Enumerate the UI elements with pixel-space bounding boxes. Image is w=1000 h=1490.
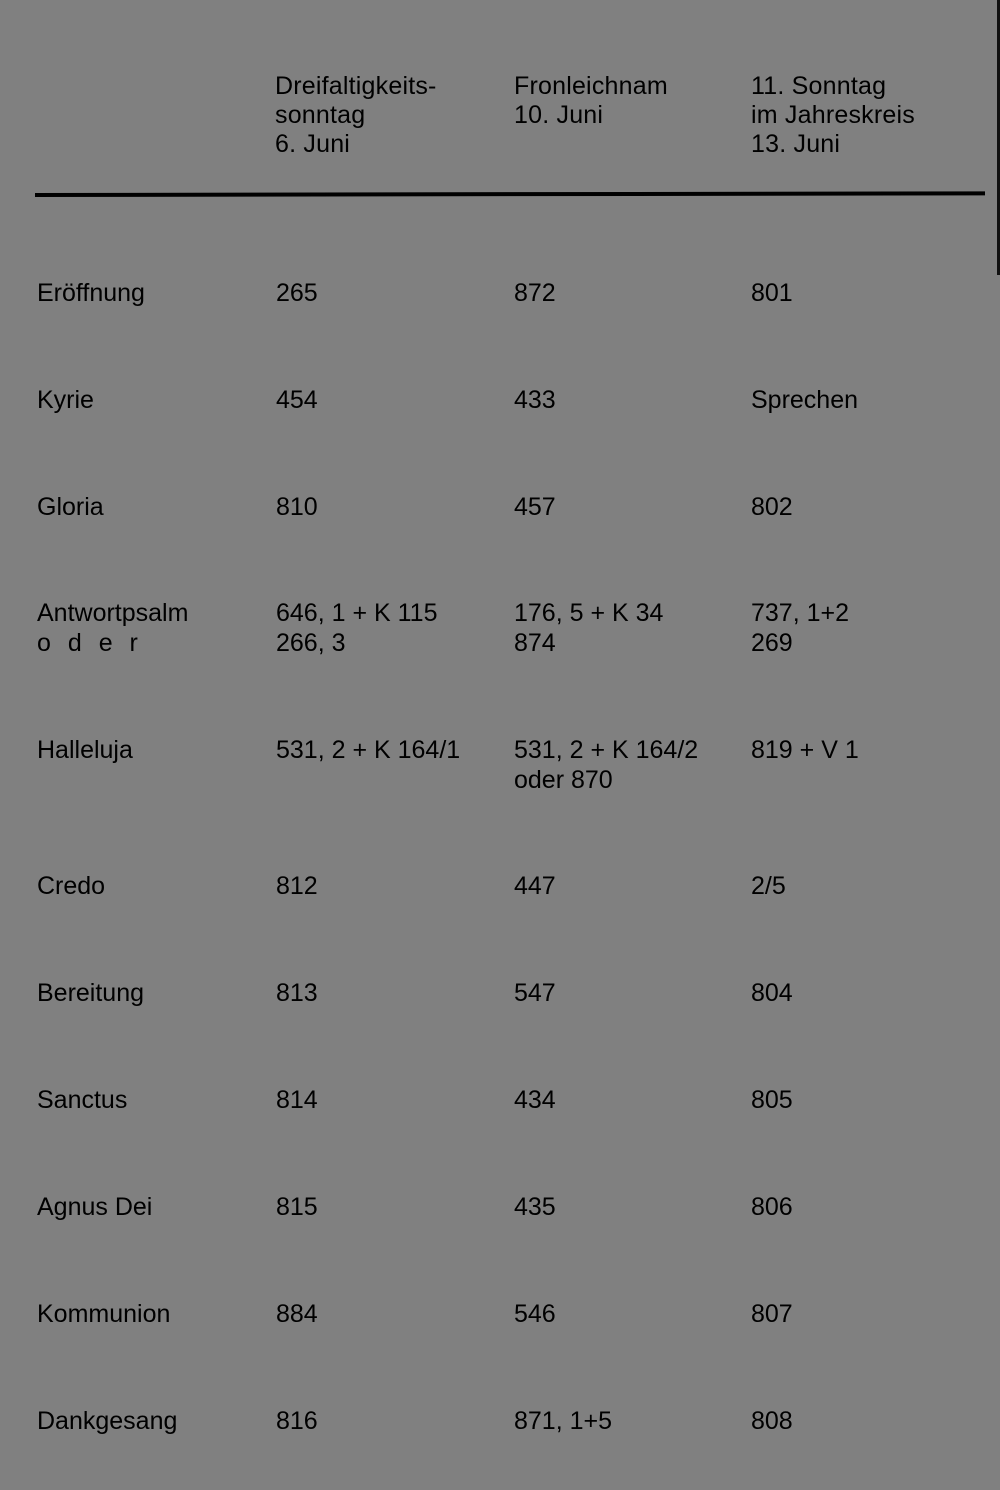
table-row (0, 385, 1000, 465)
cell-trinity: 810 (276, 493, 318, 521)
row-label: Kommunion (37, 1300, 171, 1328)
row-label: Agnus Dei (37, 1193, 153, 1221)
table-row (0, 1299, 1000, 1379)
table-row (0, 598, 1000, 678)
row-label: Halleluja (37, 736, 133, 764)
cell-11th-sunday: 2/5 (751, 872, 786, 900)
header-11th-sunday: 11. Sonntag im Jahreskreis 13. Juni (751, 72, 915, 158)
row-label: Gloria (37, 493, 104, 521)
cell-trinity: 814 (276, 1086, 318, 1114)
cell-11th-sunday: 804 (751, 979, 793, 1007)
cell-corpus-christi: 447 (514, 872, 556, 900)
cell-corpus-christi: 546 (514, 1300, 556, 1328)
cell-corpus-christi: 872 (514, 279, 556, 307)
cell-11th-sunday: 801 (751, 279, 793, 307)
cell-corpus-christi: 176, 5 + K 34 874 (514, 599, 664, 657)
cell-corpus-christi: 434 (514, 1086, 556, 1114)
cell-corpus-christi: 547 (514, 979, 556, 1007)
cell-trinity: 815 (276, 1193, 318, 1221)
row-label: Antwortpsalm (37, 599, 189, 627)
cell-trinity: 646, 1 + K 115 266, 3 (276, 599, 438, 657)
header-rule (35, 191, 985, 197)
table-row (0, 1192, 1000, 1272)
header-corpus-christi: Fronleichnam 10. Juni (514, 72, 668, 129)
cell-trinity: 813 (276, 979, 318, 1007)
cell-trinity: 884 (276, 1300, 318, 1328)
cell-11th-sunday: 807 (751, 1300, 793, 1328)
table-row (0, 871, 1000, 951)
cell-corpus-christi: 435 (514, 1193, 556, 1221)
row-label: Bereitung (37, 979, 145, 1007)
cell-11th-sunday: Sprechen (751, 386, 859, 414)
row-label-alternative: o d e r (37, 629, 143, 657)
row-label: Sanctus (37, 1086, 128, 1114)
cell-trinity: 265 (276, 279, 318, 307)
cell-11th-sunday: 819 + V 1 (751, 736, 859, 764)
cell-11th-sunday: 737, 1+2 269 (751, 599, 850, 657)
row-label: Eröffnung (37, 279, 145, 307)
cell-corpus-christi: 871, 1+5 (514, 1407, 613, 1435)
cell-corpus-christi: 457 (514, 493, 556, 521)
cell-trinity: 454 (276, 386, 318, 414)
row-label: Kyrie (37, 386, 94, 414)
table-row (0, 492, 1000, 572)
cell-corpus-christi: 433 (514, 386, 556, 414)
cell-trinity: 812 (276, 872, 318, 900)
cell-11th-sunday: 806 (751, 1193, 793, 1221)
row-label: Dankgesang (37, 1407, 178, 1435)
cell-11th-sunday: 808 (751, 1407, 793, 1435)
cell-trinity: 531, 2 + K 164/1 (276, 736, 461, 764)
header-trinity-sunday: Dreifaltigkeits- sonntag 6. Juni (275, 72, 437, 158)
table-row (0, 1085, 1000, 1165)
table-row (0, 278, 1000, 358)
table-row (0, 1406, 1000, 1486)
cell-trinity: 816 (276, 1407, 318, 1435)
table-row (0, 978, 1000, 1058)
cell-11th-sunday: 802 (751, 493, 793, 521)
table-header (0, 72, 1000, 172)
table-row (0, 735, 1000, 815)
cell-corpus-christi: 531, 2 + K 164/2 oder 870 (514, 736, 699, 794)
cell-11th-sunday: 805 (751, 1086, 793, 1114)
row-label: Credo (37, 872, 106, 900)
